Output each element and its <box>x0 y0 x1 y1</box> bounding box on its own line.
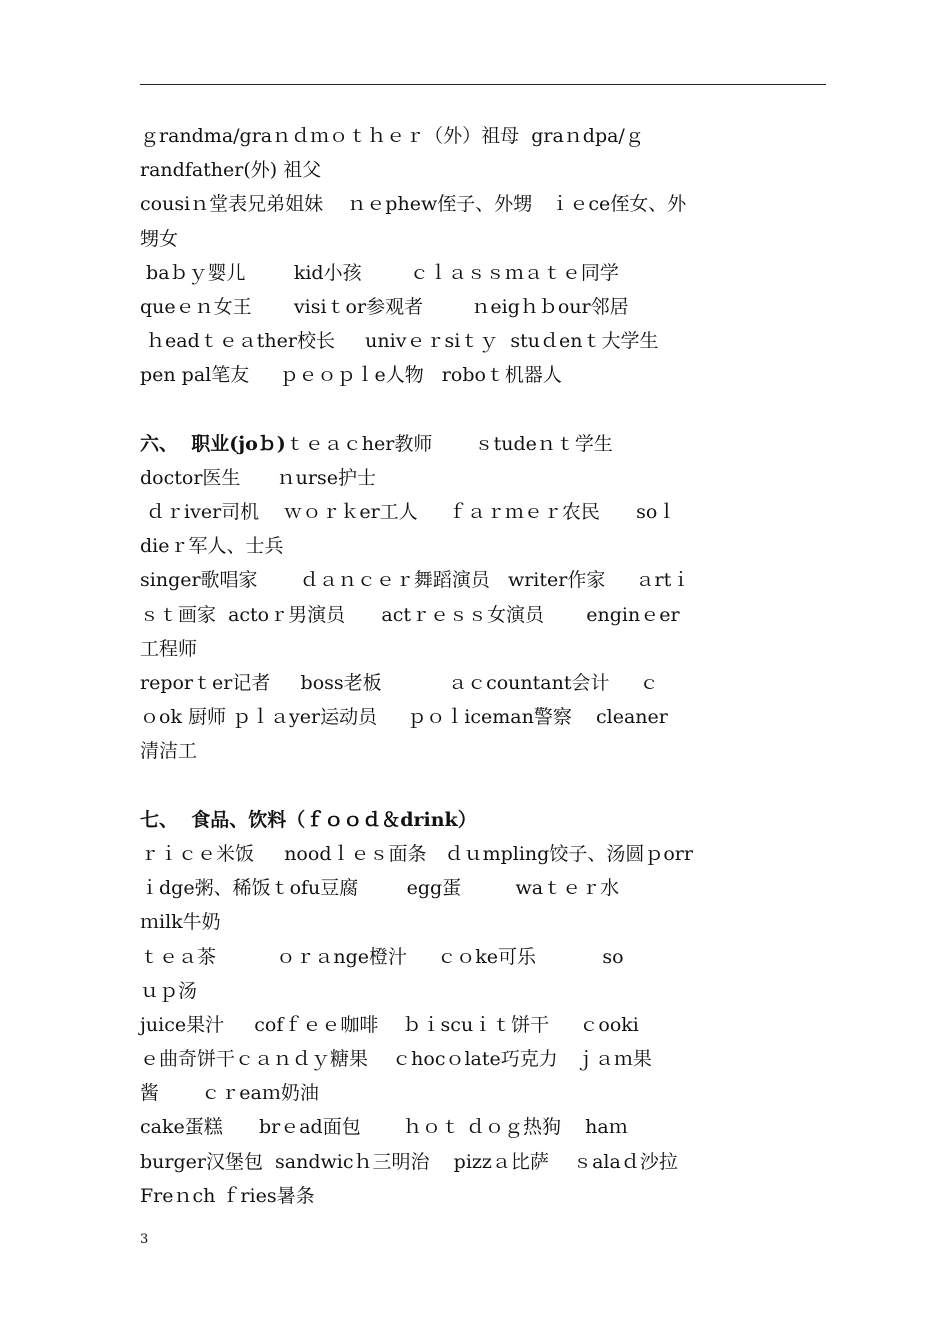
text-line: ｉdge粥、稀饭ｔofu豆腐 egg蛋 waｔｅｒ水 <box>140 877 620 900</box>
text-line: 甥女 <box>140 227 179 250</box>
section-heading-jobs: 六、 职业(joｂ) <box>140 432 286 455</box>
text-segment: ｔｅａｃher教师 ｓtudeｎｔ学生 <box>285 432 613 455</box>
text-line: ｍilk牛奶 <box>140 911 221 934</box>
text-line: ｕｐ汤 <box>140 979 198 1002</box>
spacer <box>140 393 830 427</box>
text-line: ｄｒiver司机 ｗｏｒｋer工人 ｆａｒｍｅｒ农民 soｌ <box>140 501 677 524</box>
text-line: Freｎch ｆries暑条 <box>140 1184 315 1207</box>
spacer <box>140 769 830 803</box>
text-line: cousiｎ堂表兄弟姐妹 ｎｅphew侄子、外甥 ｉｅce侄女、外 <box>140 193 687 216</box>
family-vocab-block <box>140 119 830 393</box>
text-line: ｔｅａ茶 ｏｒａnge橙汁 ｃｏke可乐 so <box>140 945 624 968</box>
text-line: doctor医生 ｎurse护士 <box>140 466 376 489</box>
text-line: baｂｙ婴儿 kid小孩 ｃｌａｓｓｍａｔｅ同学 <box>140 261 619 284</box>
text-line: randfather(外) 祖父 <box>140 159 322 182</box>
header-rule <box>140 84 826 85</box>
text-line: burger汉堡包 sandwicｈ三明治 pizzａ比萨 ｓalaｄ沙拉 <box>140 1150 678 1173</box>
page-number: 3 <box>140 1232 149 1247</box>
text-line: ｒｉｃｅ米饭 noodｌｅｓ面条 ｄｕmpling饺子、汤圆ｐorr <box>140 842 693 865</box>
text-line: ｓｔ画家 actoｒ男演员 actｒｅｓｓ女演员 enginｅer <box>140 603 680 626</box>
text-line: ｇrandma/graｎｄｍｏｔｈｅｒ（外）祖母 graｎdpa/ｇ <box>140 125 644 147</box>
text-line: dieｒ军人、士兵 <box>140 535 284 558</box>
jobs-vocab-block <box>140 427 830 769</box>
text-line: ｅ曲奇饼干ｃａｎｄｙ糖果 ｃhocｏlate巧克力 ｊａｍ果 <box>140 1048 652 1071</box>
section-heading-jobs-line <box>140 427 830 461</box>
text-line: cake蛋糕 brｅad面包 ｈｏｔ ｄｏｇ热狗 haｍ <box>140 1116 628 1139</box>
text-line: 清洁工 <box>140 740 198 763</box>
document-body <box>140 119 830 1213</box>
section-heading-food: 七、 食品、饮料（ｆｏｏｄ＆drink） <box>140 808 477 831</box>
text-line: juice果汁 cofｆｅｅ咖啡 ｂｉscuｉｔ饼干 ｃooki <box>140 1013 639 1036</box>
text-line: singer歌唱家 ｄａｎｃｅｒ舞蹈演员 writer作家 ａrtｉ <box>140 569 691 592</box>
text-line: ｏok 厨师 ｐｌａyer运动员 ｐｏｌiceman警察 cleaner <box>140 706 668 729</box>
text-line: 酱 ｃｒeaｍ奶油 <box>140 1082 319 1105</box>
text-line: queｅｎ女王 visiｔor参观者 ｎeigｈｂour邻居 <box>140 295 629 318</box>
text-line: 工程师 <box>140 637 198 660</box>
text-line: reporｔer记者 boss老板 ａｃcountant会计 ｃ <box>140 672 659 694</box>
food-vocab-block <box>140 803 830 1213</box>
text-line: ｈeadｔｅａther校长 univｅｒsiｔｙ stuｄenｔ大学生 <box>140 330 659 353</box>
text-line: pen pal笔友 ｐｅｏｐｌe人物 roboｔ机器人 <box>140 364 562 387</box>
